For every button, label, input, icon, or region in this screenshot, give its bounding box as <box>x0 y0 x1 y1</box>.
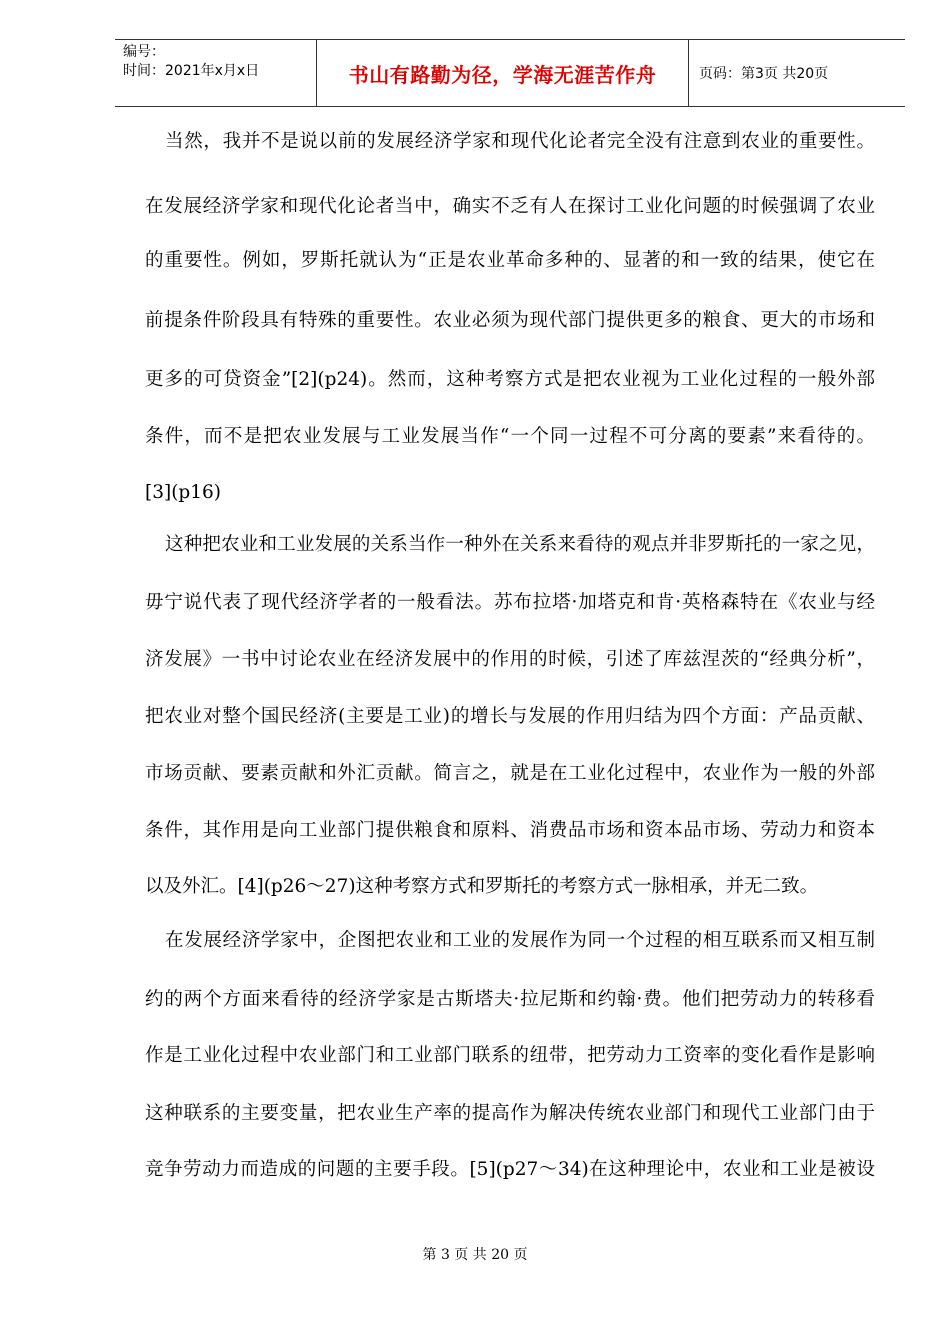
body-line: 在发展经济学家和现代化论者当中，确实不乏有人在探讨工业化问题的时候强调了农业 <box>145 196 875 217</box>
document-header <box>115 39 905 107</box>
body-line: 济发展》一书中讨论农业在经济发展中的作用的时候，引述了库兹涅茨的“经典分析”， <box>145 649 875 670</box>
body-line: 在发展经济学家中，企图把农业和工业的发展作为同一个过程的相互联系而又相互制 <box>165 930 875 951</box>
body-line: 的重要性。例如，罗斯托就认为“正是农业革命多种的、显著的和一致的结果，使它在 <box>145 250 875 271</box>
document-number-label: 编号： <box>123 44 165 60</box>
header-meta-cell <box>115 40 316 106</box>
body-line: 条件，其作用是向工业部门提供粮食和原料、消费品市场和资本品市场、劳动力和资本 <box>145 820 875 841</box>
header-motto: 书山有路勤为径，学海无涯苦作舟 <box>348 63 657 87</box>
body-line: 毋宁说代表了现代经济学者的一般看法。苏布拉塔·加塔克和肯·英格森特在《农业与经 <box>145 592 875 613</box>
body-line: 更多的可贷资金”[2](p24)。然而，这种考察方式是把农业视为工业化过程的一般外部 <box>145 369 875 390</box>
body-line: 当然，我并不是说以前的发展经济学家和现代化论者完全没有注意到农业的重要性。 <box>165 131 875 152</box>
body-line: 条件，而不是把农业发展与工业发展当作“一个同一过程不可分离的要素”来看待的。 <box>145 426 875 447</box>
document-time-label: 时间：2021年x月x日 <box>123 63 260 79</box>
header-page-info: 页码：第3页 共20页 <box>699 66 829 82</box>
header-page-cell <box>689 40 905 106</box>
body-line: 这种联系的主要变量，把农业生产率的提高作为解决传统农业部门和现代工业部门由于 <box>145 1103 875 1124</box>
body-line: 市场贡献、要素贡献和外汇贡献。简言之，就是在工业化过程中，农业作为一般的外部 <box>145 763 875 784</box>
body-line: [3](p16) <box>145 482 222 503</box>
body-line: 把农业对整个国民经济(主要是工业)的增长与发展的作用归结为四个方面：产品贡献、 <box>145 706 875 727</box>
body-line: 竞争劳动力而造成的问题的主要手段。[5](p27～34)在这种理论中，农业和工业是被设 <box>145 1159 875 1180</box>
body-line: 约的两个方面来看待的经济学家是古斯塔夫·拉尼斯和约翰·费。他们把劳动力的转移看 <box>145 989 875 1010</box>
page-footer: 第 3 页 共 20 页 <box>422 1247 528 1263</box>
body-line: 这种把农业和工业发展的关系当作一种外在关系来看待的观点并非罗斯托的一家之见， <box>165 534 875 555</box>
body-line: 以及外汇。[4](p26～27)这种考察方式和罗斯托的考察方式一脉相承，并无二致。 <box>145 876 819 897</box>
body-line: 前提条件阶段具有特殊的重要性。农业必须为现代部门提供更多的粮食、更大的市场和 <box>145 310 875 331</box>
body-line: 作是工业化过程中农业部门和工业部门联系的纽带，把劳动力工资率的变化看作是影响 <box>145 1045 875 1066</box>
header-motto-cell <box>316 40 689 106</box>
